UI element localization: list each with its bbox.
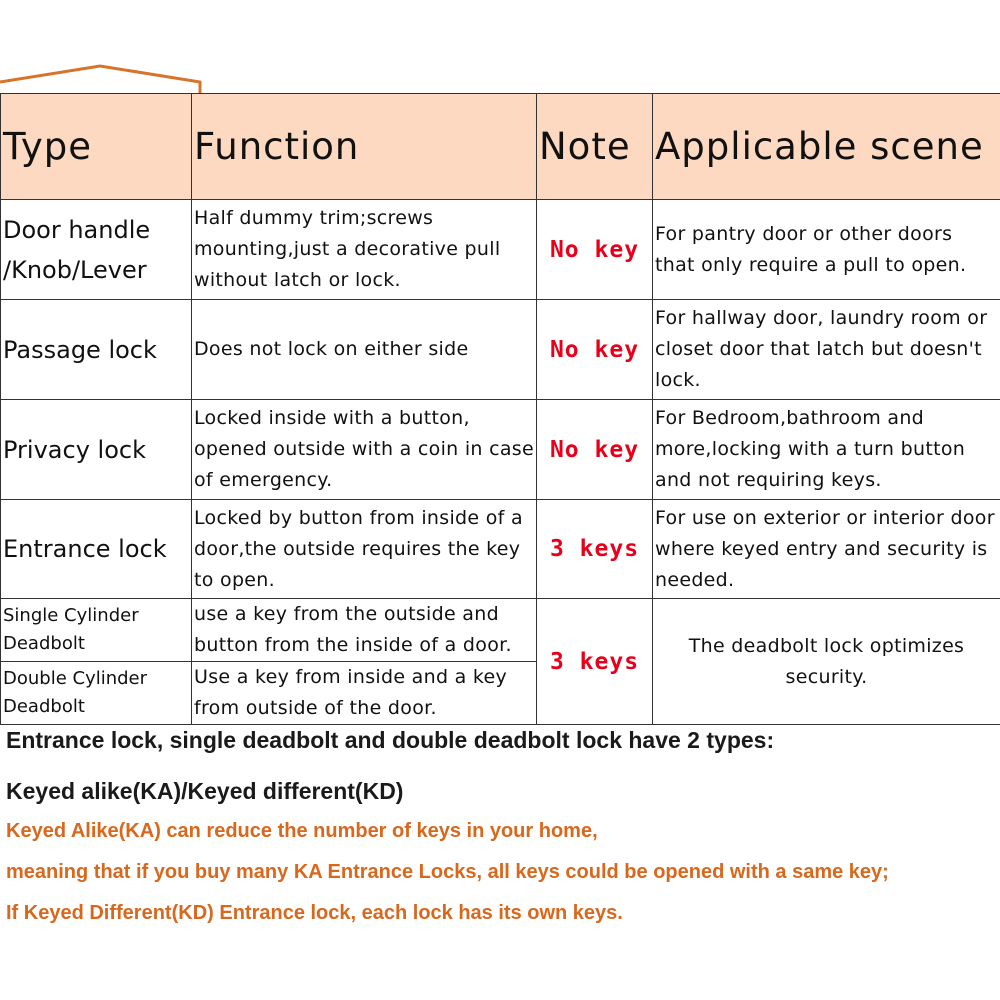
note-cell: No key <box>537 400 653 500</box>
note-cell: 3 keys <box>537 500 653 599</box>
function-cell: Use a key from inside and a key from outside of the door. <box>192 662 537 725</box>
header-note: Note <box>537 94 653 200</box>
table-header-row <box>1 94 1000 200</box>
function-cell: Does not lock on either side <box>192 300 537 400</box>
type-cell: Single Cylinder Deadbolt <box>1 599 192 662</box>
footer-heading-ka-kd: Keyed alike(KA)/Keyed different(KD) <box>6 778 404 804</box>
footer-line: meaning that if you buy many KA Entrance Locks, all keys could be opened with a same key; <box>6 861 889 883</box>
type-cell: Passage lock <box>1 300 192 400</box>
scene-cell: For hallway door, laundry room or closet door that latch but doesn't lock. <box>653 300 1000 400</box>
note-cell: No key <box>537 300 653 400</box>
header-function: Function <box>192 94 537 200</box>
type-cell: Door handle /Knob/Lever <box>1 200 192 300</box>
table-row <box>1 599 1000 662</box>
scene-cell: For pantry door or other doors that only require a pull to open. <box>653 200 1000 300</box>
type-cell: Double Cylinder Deadbolt <box>1 662 192 725</box>
footer-line: Keyed Alike(KA) can reduce the number of keys in your home, <box>6 820 598 842</box>
type-cell: Privacy lock <box>1 400 192 500</box>
function-cell: Locked by button from inside of a door,the outside requires the key to open. <box>192 500 537 599</box>
footer-line: If Keyed Different(KD) Entrance lock, each lock has its own keys. <box>6 902 623 924</box>
table-row <box>1 400 1000 500</box>
scene-cell: For Bedroom,bathroom and more,locking with a turn button and not requiring keys. <box>653 400 1000 500</box>
header-applicable-scene: Applicable scene <box>653 94 1000 200</box>
table-row <box>1 500 1000 599</box>
table-row <box>1 300 1000 400</box>
table-row <box>1 200 1000 300</box>
scene-cell: For use on exterior or interior door where keyed entry and security is needed. <box>653 500 1000 599</box>
note-cell: 3 keys <box>537 599 653 725</box>
header-type: Type <box>1 94 192 200</box>
note-cell: No key <box>537 200 653 300</box>
function-cell: Locked inside with a button, opened outside with a coin in case of emergency. <box>192 400 537 500</box>
function-cell: use a key from the outside and button from the inside of a door. <box>192 599 537 662</box>
scene-cell: The deadbolt lock optimizes security. <box>653 599 1000 725</box>
function-cell: Half dummy trim;screws mounting,just a decorative pull without latch or lock. <box>192 200 537 300</box>
type-cell: Entrance lock <box>1 500 192 599</box>
footer-heading-types: Entrance lock, single deadbolt and double deadbolt lock have 2 types: <box>6 727 775 753</box>
lock-comparison-table <box>0 93 1000 725</box>
